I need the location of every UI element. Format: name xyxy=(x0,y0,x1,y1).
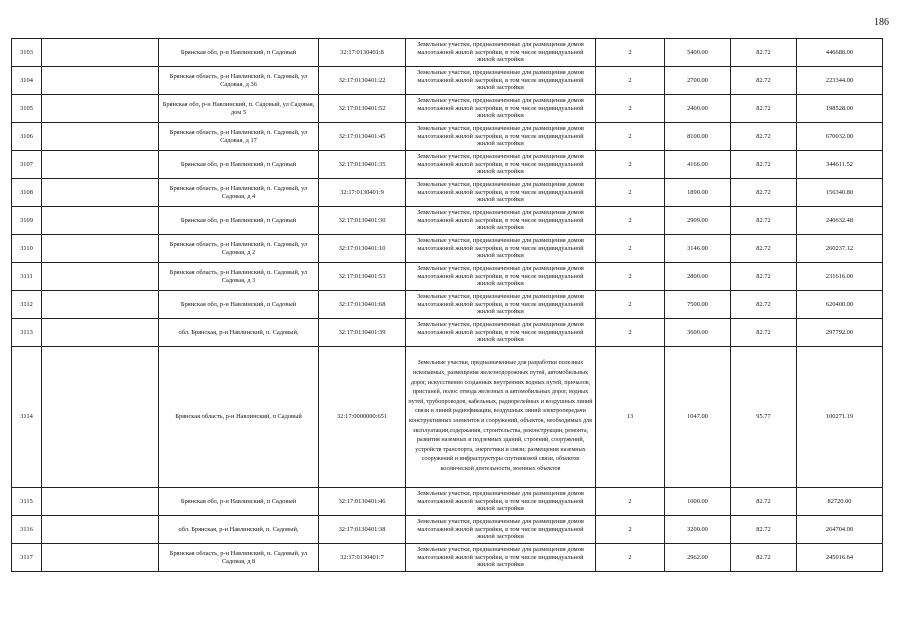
land-use-cell: Земельные участки, предназначенные для размещения домов малоэтажной жилой застройки, в том числе индивидуальной жилой застройки xyxy=(406,488,596,516)
address-cell: Брянская область, р-н Навлинский, п. Садовый, ул Садовая, д 4 xyxy=(159,179,319,207)
table-row xyxy=(12,291,883,319)
area-cell: 2400.00 xyxy=(665,95,731,123)
spacer-cell xyxy=(42,544,159,572)
spacer-cell xyxy=(42,39,159,67)
area-cell: 1047.00 xyxy=(665,347,731,488)
row-number-cell: 3114 xyxy=(12,347,42,488)
land-use-cell: Земельные участки, предназначенные для размещения домов малоэтажной жилой застройки, в том числе индивидуальной жилой застройки xyxy=(406,179,596,207)
specific-value-cell: 82.72 xyxy=(731,263,797,291)
cadastral-value-cell: 264704.00 xyxy=(797,516,883,544)
group-cell: 2 xyxy=(596,544,665,572)
address-cell: Брянская область, р-н Навлинский, п Садовый xyxy=(159,347,319,488)
land-use-cell: Земельные участки, предназначенные для размещения домов малоэтажной жилой застройки, в том числе индивидуальной жилой застройки xyxy=(406,235,596,263)
land-use-cell: Земельные участки, предназначенные для размещения домов малоэтажной жилой застройки, в том числе индивидуальной жилой застройки xyxy=(406,291,596,319)
area-cell: 4166.00 xyxy=(665,151,731,179)
table-row xyxy=(12,544,883,572)
address-cell: Брянская обл, р-н Навлинский, п Садовый xyxy=(159,39,319,67)
area-cell: 3200.00 xyxy=(665,516,731,544)
table-row xyxy=(12,123,883,151)
spacer-cell xyxy=(42,67,159,95)
land-use-cell: Земельные участки, предназначенные для размещения домов малоэтажной жилой застройки, в том числе индивидуальной жилой застройки xyxy=(406,151,596,179)
specific-value-cell: 82.72 xyxy=(731,123,797,151)
specific-value-cell: 82.72 xyxy=(731,207,797,235)
specific-value-cell: 95.77 xyxy=(731,347,797,488)
group-cell: 13 xyxy=(596,347,665,488)
specific-value-cell: 82.72 xyxy=(731,67,797,95)
cadastral-value-cell: 100271.19 xyxy=(797,347,883,488)
spacer-cell xyxy=(42,516,159,544)
cadastral-value-cell: 245016.64 xyxy=(797,544,883,572)
land-use-cell: Земельные участки, предназначенные для размещения домов малоэтажной жилой застройки, в том числе индивидуальной жилой застройки xyxy=(406,207,596,235)
cadastral-number-cell: 32:17:0130401:22 xyxy=(319,67,406,95)
address-cell: Брянская область, р-н Навлинский, п. Садовый, ул Садовая, д 36 xyxy=(159,67,319,95)
table-row xyxy=(12,347,883,488)
specific-value-cell: 82.72 xyxy=(731,488,797,516)
spacer-cell xyxy=(42,263,159,291)
group-cell: 2 xyxy=(596,95,665,123)
group-cell: 2 xyxy=(596,39,665,67)
spacer-cell xyxy=(42,347,159,488)
address-cell: Брянская область, р-н Навлинский, п. Садовый, ул Садовая, д 3 xyxy=(159,263,319,291)
row-number-cell: 3104 xyxy=(12,67,42,95)
row-number-cell: 3103 xyxy=(12,39,42,67)
group-cell: 2 xyxy=(596,235,665,263)
row-number-cell: 3106 xyxy=(12,123,42,151)
cadastral-value-cell: 344611.52 xyxy=(797,151,883,179)
specific-value-cell: 82.72 xyxy=(731,319,797,347)
spacer-cell xyxy=(42,179,159,207)
spacer-cell xyxy=(42,488,159,516)
table-row xyxy=(12,263,883,291)
cadastral-value-cell: 82720.00 xyxy=(797,488,883,516)
address-cell: Брянская обл, р-н Навлинский, п Садовый xyxy=(159,207,319,235)
specific-value-cell: 82.72 xyxy=(731,39,797,67)
address-cell: Брянская область, р-н Навлинский, п. Садовый, ул Садовая, д 2 xyxy=(159,235,319,263)
cadastral-value-cell: 231616.00 xyxy=(797,263,883,291)
spacer-cell xyxy=(42,95,159,123)
group-cell: 2 xyxy=(596,67,665,95)
group-cell: 2 xyxy=(596,207,665,235)
land-use-cell: Земельные участки, предназначенные для разработки полезных ископаемых, размещения железнодорожных путей, автомобильных дорог, искусственно созданных внутренних водных путей, причалов, пристаней, полос отвода железных и автомобильных дорог, водных путей, трубопроводов, кабельных, радиорелейных и воздушных линий связи и линий радиофикации, воздушных линий электропередачи конструктивных элементов и сооружений, объектов, необходимых для эксплуатации,содержания, строительства, реконструкции, ремонта, развития наземных и подземных зданий, строений, сооружений, устройств транспорта, энергетики и связи; размещения наземных сооружений и инфраструктуры спутниковой связи, объектов космической деятельности, военных объектов xyxy=(406,347,596,488)
land-use-cell: Земельные участки, предназначенные для размещения домов малоэтажной жилой застройки, в том числе индивидуальной жилой застройки xyxy=(406,39,596,67)
address-cell: Брянская обл, р-н Навлинский, п Садовый xyxy=(159,291,319,319)
row-number-cell: 3109 xyxy=(12,207,42,235)
land-use-cell: Земельные участки, предназначенные для размещения домов малоэтажной жилой застройки, в том числе индивидуальной жилой застройки xyxy=(406,67,596,95)
row-number-cell: 3115 xyxy=(12,488,42,516)
specific-value-cell: 82.72 xyxy=(731,516,797,544)
group-cell: 2 xyxy=(596,516,665,544)
table-row xyxy=(12,67,883,95)
cadastral-number-cell: 32:17:0130401:46 xyxy=(319,488,406,516)
area-cell: 3146.00 xyxy=(665,235,731,263)
specific-value-cell: 82.72 xyxy=(731,151,797,179)
address-cell: Брянская область, р-н Навлинский, п. Садовый, ул Садовая, д 8 xyxy=(159,544,319,572)
cadastral-value-cell: 198528.00 xyxy=(797,95,883,123)
cadastral-number-cell: 32:17:0130401:38 xyxy=(319,516,406,544)
specific-value-cell: 82.72 xyxy=(731,95,797,123)
area-cell: 3600.00 xyxy=(665,319,731,347)
row-number-cell: 3116 xyxy=(12,516,42,544)
cadastral-value-cell: 670032.00 xyxy=(797,123,883,151)
cadastral-number-cell: 32:17:0130401:53 xyxy=(319,263,406,291)
table-row xyxy=(12,488,883,516)
cadastral-number-cell: 32:17:0130401:10 xyxy=(319,235,406,263)
cadastral-number-cell: 32:17:0130401:68 xyxy=(319,291,406,319)
group-cell: 2 xyxy=(596,291,665,319)
area-cell: 2800.00 xyxy=(665,263,731,291)
group-cell: 2 xyxy=(596,151,665,179)
spacer-cell xyxy=(42,291,159,319)
land-use-cell: Земельные участки, предназначенные для размещения домов малоэтажной жилой застройки, в том числе индивидуальной жилой застройки xyxy=(406,516,596,544)
group-cell: 2 xyxy=(596,488,665,516)
area-cell: 1890.00 xyxy=(665,179,731,207)
table-row xyxy=(12,235,883,263)
cadastral-value-cell: 240632.48 xyxy=(797,207,883,235)
area-cell: 5400.00 xyxy=(665,39,731,67)
cadastral-number-cell: 32:17:0130401:8 xyxy=(319,39,406,67)
table-row xyxy=(12,151,883,179)
group-cell: 2 xyxy=(596,123,665,151)
spacer-cell xyxy=(42,319,159,347)
land-use-cell: Земельные участки, предназначенные для размещения домов малоэтажной жилой застройки, в том числе индивидуальной жилой застройки xyxy=(406,544,596,572)
address-cell: Брянская область, р-н Навлинский, п. Садовый, ул Садовая, д 17 xyxy=(159,123,319,151)
table-row xyxy=(12,516,883,544)
address-cell: Брянская обл, р-н Навлинский, п Садовый xyxy=(159,488,319,516)
land-use-cell: Земельные участки, предназначенные для размещения домов малоэтажной жилой застройки, в том числе индивидуальной жилой застройки xyxy=(406,123,596,151)
land-use-cell: Земельные участки, предназначенные для размещения домов малоэтажной жилой застройки, в том числе индивидуальной жилой застройки xyxy=(406,319,596,347)
group-cell: 2 xyxy=(596,179,665,207)
cadastral-number-cell: 32:17:0130401:7 xyxy=(319,544,406,572)
row-number-cell: 3111 xyxy=(12,263,42,291)
cadastral-number-cell: 32:17:0130401:9 xyxy=(319,179,406,207)
row-number-cell: 3108 xyxy=(12,179,42,207)
specific-value-cell: 82.72 xyxy=(731,544,797,572)
row-number-cell: 3105 xyxy=(12,95,42,123)
cadastral-value-cell: 446688.00 xyxy=(797,39,883,67)
table-row xyxy=(12,39,883,67)
cadastral-value-cell: 156340.80 xyxy=(797,179,883,207)
cadastral-number-cell: 32:17:0130401:52 xyxy=(319,95,406,123)
table-body xyxy=(12,39,883,572)
area-cell: 2909.00 xyxy=(665,207,731,235)
area-cell: 2700.00 xyxy=(665,67,731,95)
cadastral-value-cell: 297792.00 xyxy=(797,319,883,347)
cadastral-value-cell: 620400.00 xyxy=(797,291,883,319)
area-cell: 1000.00 xyxy=(665,488,731,516)
table-row xyxy=(12,95,883,123)
land-registry-table xyxy=(11,38,883,572)
cadastral-value-cell: 223344.00 xyxy=(797,67,883,95)
cadastral-number-cell: 32:17:0130401:30 xyxy=(319,207,406,235)
spacer-cell xyxy=(42,207,159,235)
address-cell: Брянская обл, р-н Навлинский, п Садовый xyxy=(159,151,319,179)
table-row xyxy=(12,207,883,235)
area-cell: 7500.00 xyxy=(665,291,731,319)
row-number-cell: 3117 xyxy=(12,544,42,572)
area-cell: 2962.00 xyxy=(665,544,731,572)
cadastral-number-cell: 32:17:0130401:35 xyxy=(319,151,406,179)
spacer-cell xyxy=(42,123,159,151)
row-number-cell: 3110 xyxy=(12,235,42,263)
row-number-cell: 3113 xyxy=(12,319,42,347)
specific-value-cell: 82.72 xyxy=(731,235,797,263)
land-use-cell: Земельные участки, предназначенные для размещения домов малоэтажной жилой застройки, в том числе индивидуальной жилой застройки xyxy=(406,263,596,291)
spacer-cell xyxy=(42,151,159,179)
page-number: 186 xyxy=(874,17,889,28)
cadastral-value-cell: 260237.12 xyxy=(797,235,883,263)
address-cell: Брянская обл, р-н Навлинский, п. Садовый, ул Садовая, дом 5 xyxy=(159,95,319,123)
group-cell: 2 xyxy=(596,263,665,291)
cadastral-number-cell: 32:17:0130401:39 xyxy=(319,319,406,347)
area-cell: 8100.00 xyxy=(665,123,731,151)
table-row xyxy=(12,319,883,347)
row-number-cell: 3112 xyxy=(12,291,42,319)
row-number-cell: 3107 xyxy=(12,151,42,179)
address-cell: обл. Брянская, р-н Навлинский, п. Садовый, xyxy=(159,319,319,347)
cadastral-number-cell: 32:17:0000000:651 xyxy=(319,347,406,488)
land-use-cell: Земельные участки, предназначенные для размещения домов малоэтажной жилой застройки, в том числе индивидуальной жилой застройки xyxy=(406,95,596,123)
group-cell: 2 xyxy=(596,319,665,347)
cadastral-number-cell: 32:17:0130401:45 xyxy=(319,123,406,151)
table-row xyxy=(12,179,883,207)
spacer-cell xyxy=(42,235,159,263)
specific-value-cell: 82.72 xyxy=(731,179,797,207)
address-cell: обл. Брянская, р-н Навлинский, п. Садовый, xyxy=(159,516,319,544)
specific-value-cell: 82.72 xyxy=(731,291,797,319)
